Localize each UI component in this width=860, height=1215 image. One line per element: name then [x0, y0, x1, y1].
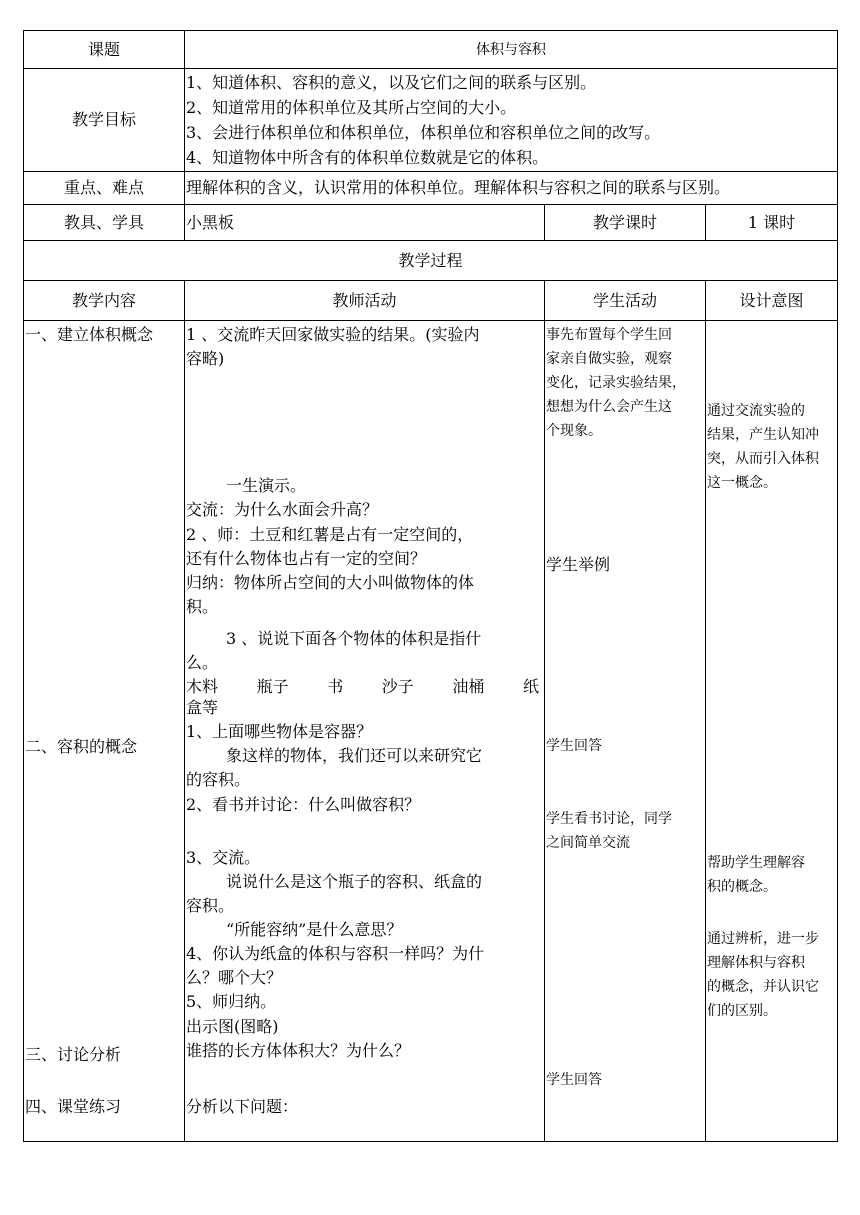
- teacher-line: 3、交流。: [186, 848, 261, 867]
- teacher-line: 分析以下问题：: [186, 1097, 299, 1116]
- content-column: [24, 321, 185, 1142]
- key-points-label: 重点、难点: [24, 172, 185, 205]
- teacher-line: 交流：为什么水面会升高？: [186, 500, 379, 519]
- student-line: 个现象。: [546, 423, 602, 439]
- hours-label: 教学课时: [545, 205, 706, 241]
- section-3-label: 三、讨论分析: [25, 1045, 122, 1064]
- teacher-line: 么？哪个大？: [186, 968, 283, 987]
- teacher-line: 谁搭的长方体体积大？为什么？: [186, 1041, 411, 1060]
- goal-item: 3、会进行体积单位和体积单位，体积单位和容积单位之间的改写。: [186, 123, 661, 142]
- student-note-3: 学生回答: [546, 738, 602, 754]
- teacher-line: 出示图(图略): [186, 1017, 279, 1036]
- design-line: 的概念，并认识它: [707, 979, 819, 995]
- teacher-line: 的容积。: [186, 770, 251, 789]
- student-note-4: [546, 807, 704, 855]
- object-item: 纸: [522, 677, 539, 696]
- design-line: 通过辨析，进一步: [707, 931, 819, 947]
- design-note-3: [707, 927, 836, 1023]
- object-item: 木料: [186, 677, 219, 696]
- teacher-line: 容略): [186, 349, 225, 368]
- object-item: 沙子: [381, 677, 414, 696]
- student-column: [545, 321, 706, 1142]
- design-note-1: [707, 399, 836, 495]
- teacher-line: 积。: [186, 597, 219, 616]
- student-note-2: 学生举例: [546, 555, 611, 574]
- design-line: 帮助学生理解容: [707, 855, 805, 871]
- design-line: 积的概念。: [707, 879, 777, 895]
- student-line: 变化，记录实验结果，: [546, 375, 686, 391]
- design-line: 理解体积与容积: [707, 955, 805, 971]
- col-design-header: 设计意图: [706, 281, 838, 321]
- object-item: 书: [327, 677, 344, 696]
- process-title: 教学过程: [24, 241, 838, 281]
- teacher-line: 4、你认为纸盒的体积与容积一样吗？为什: [186, 944, 485, 963]
- lesson-plan-table: [23, 30, 838, 1142]
- design-note-2: [707, 851, 836, 899]
- col-teacher-header: 教师活动: [185, 281, 545, 321]
- teacher-line: 5、师归纳。: [186, 992, 277, 1011]
- goal-item: 1、知道体积、容积的意义，以及它们之间的联系与区别。: [186, 73, 597, 92]
- student-line: 学生看书讨论，同学: [546, 811, 672, 827]
- student-line: 想想为什么会产生这: [546, 399, 672, 415]
- section-2-label: 二、容积的概念: [25, 737, 138, 756]
- section-4-label: 四、课堂练习: [25, 1097, 122, 1116]
- student-note-5: 学生回答: [546, 1072, 602, 1088]
- teacher-line: 3 、说说下面各个物体的体积是指什: [226, 629, 482, 648]
- topic-value: 体积与容积: [185, 31, 838, 69]
- object-item: 瓶子: [256, 677, 289, 696]
- teacher-line: 盒等: [186, 698, 219, 717]
- col-student-header: 学生活动: [545, 281, 706, 321]
- design-line: 们的区别。: [707, 1003, 777, 1019]
- teacher-line: 1 、交流昨天回家做实验的结果。(实验内: [186, 325, 480, 344]
- teacher-line: 2 、师：土豆和红薯是占有一定空间的，: [186, 525, 474, 544]
- student-line: 之间简单交流: [546, 835, 630, 851]
- teacher-line: 容积。: [186, 896, 235, 915]
- student-note-1: [546, 323, 704, 443]
- object-item: 油桶: [452, 677, 485, 696]
- tools-value: 小黑板: [185, 205, 545, 241]
- goals-label: 教学目标: [24, 69, 185, 172]
- col-content-header: 教学内容: [24, 281, 185, 321]
- lesson-plan-document: [23, 30, 837, 1142]
- teacher-line: 说说什么是这个瓶子的容积、纸盒的: [226, 872, 483, 891]
- hours-value: 1 课时: [706, 205, 838, 241]
- teacher-line: 2、看书并讨论：什么叫做容积？: [186, 795, 421, 814]
- goal-item: 2、知道常用的体积单位及其所占空间的大小。: [186, 98, 517, 117]
- goals-list: [185, 69, 838, 172]
- teacher-line: “所能容纳”是什么意思？: [226, 920, 403, 939]
- teacher-column: [185, 321, 545, 1142]
- student-line: 事先布置每个学生回: [546, 327, 672, 343]
- teacher-line: 归纳：物体所占空间的大小叫做物体的体: [186, 573, 475, 592]
- design-line: 这一概念。: [707, 475, 777, 491]
- design-line: 突，从而引入体积: [707, 451, 819, 467]
- section-1-label: 一、建立体积概念: [25, 325, 154, 344]
- teacher-line: 象这样的物体，我们还可以来研究它: [226, 746, 483, 765]
- design-column: [706, 321, 838, 1142]
- goal-item: 4、知道物体中所含有的体积单位数就是它的体积。: [186, 148, 549, 167]
- design-line: 通过交流实验的: [707, 403, 805, 419]
- topic-label: 课题: [24, 31, 185, 69]
- teacher-line: 1、上面哪些物体是容器？: [186, 722, 373, 741]
- tools-label: 教具、学具: [24, 205, 185, 241]
- key-points-value: 理解体积的含义，认识常用的体积单位。理解体积与容积之间的联系与区别。: [185, 172, 838, 205]
- teacher-line: 一生演示。: [226, 476, 307, 495]
- teacher-line: 么。: [186, 653, 219, 672]
- teacher-line: 还有什么物体也占有一定的空间？: [186, 549, 427, 568]
- design-line: 结果，产生认知冲: [707, 427, 819, 443]
- student-line: 家亲自做实验，观察: [546, 351, 672, 367]
